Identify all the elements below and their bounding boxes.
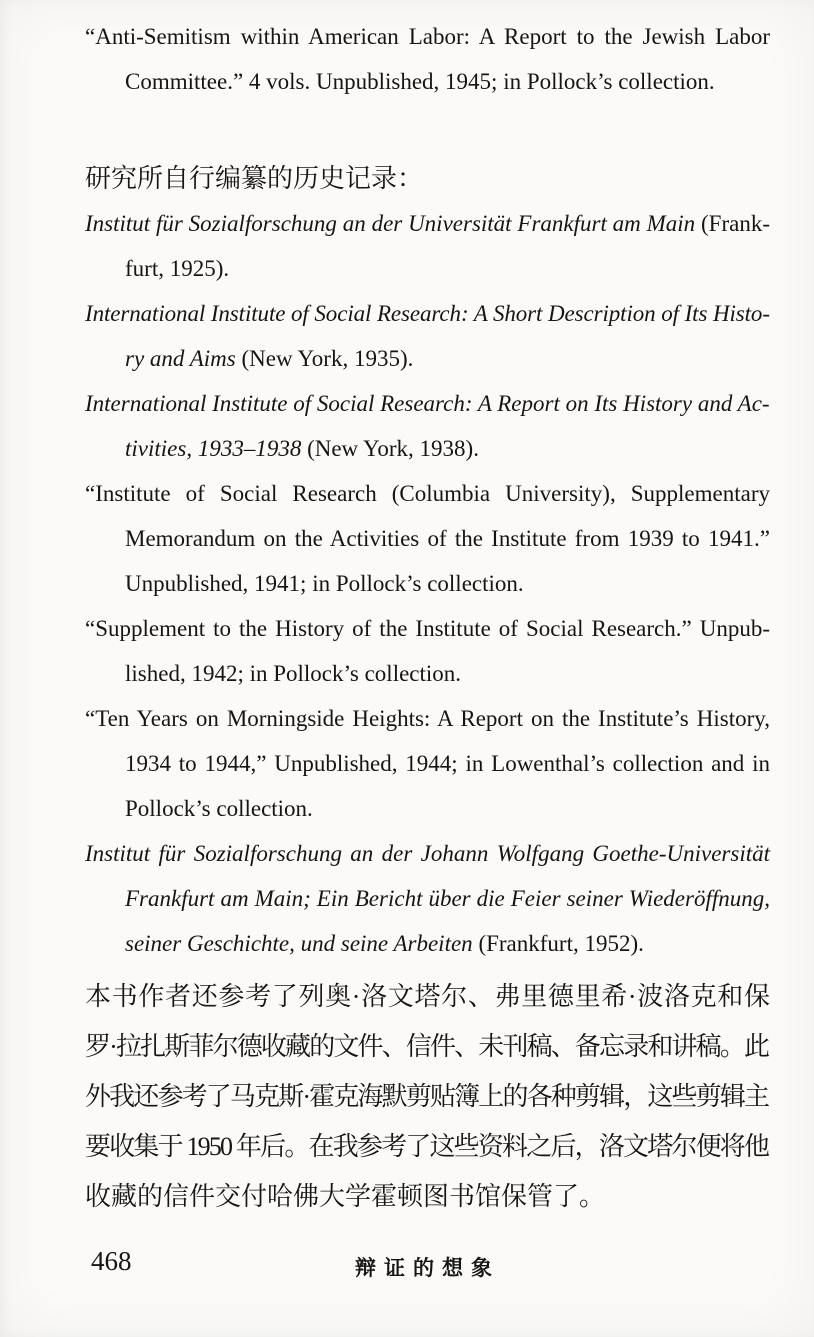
entry-line: Unpublished, 1941; in Pollock’s collection. [125, 571, 524, 596]
entry-line: “Supplement to the History of the Institute of Social Research.” Unpub- [85, 616, 770, 641]
entry-line: 1934 to 1944,” Unpublished, 1944; in Lowenthal’s collection and in [125, 751, 770, 776]
bibliography-entry [85, 14, 770, 104]
entry-line: furt, 1925). [125, 256, 230, 281]
entry-line: Memorandum on the Activities of the Institute from 1939 to 1941.” [125, 526, 770, 551]
paragraph-line: 要收集于 1950 年后。在我参考了这些资料之后，洛文塔尔便将他 [85, 1132, 769, 1161]
entry-line: International Institute of Social Research: A Report on Its History and Ac- [85, 391, 770, 416]
running-title: 辩证的想象 [355, 1256, 500, 1280]
bibliography-list [85, 201, 770, 966]
entry-line: International Institute of Social Research: A Short Description of Its Histo- [85, 301, 770, 326]
entry-line: seiner Geschichte, und seine Arbeiten (Frankfurt, 1952). [125, 931, 644, 956]
entry-line: tivities, 1933–1938 (New York, 1938). [125, 436, 479, 461]
entry-line: “Institute of Social Research (Columbia University), Supplementary [85, 481, 770, 506]
bibliography-entry [85, 606, 770, 696]
entry-line: Institut für Sozialforschung an der Universität Frankfurt am Main (Frank- [85, 211, 770, 236]
entry-line: Pollock’s collection. [125, 796, 313, 821]
entry-line: Institut für Sozialforschung an der Johann Wolfgang Goethe-Universität [85, 841, 770, 866]
bibliography-entry [85, 471, 770, 606]
paragraph-line: 收藏的信件交付哈佛大学霍顿图书馆保管了。 [85, 1182, 606, 1211]
paragraph-line: 外我还参考了马克斯·霍克海默剪贴簿上的各种剪辑，这些剪辑主 [85, 1082, 769, 1111]
bibliography-top [85, 14, 770, 104]
bibliography-entry [85, 291, 770, 381]
bibliography-entry [85, 381, 770, 471]
entry-line: “Ten Years on Morningside Heights: A Report on the Institute’s History, [85, 706, 770, 731]
bibliography-entry [85, 831, 770, 966]
bibliography-entry [85, 201, 770, 291]
entry-line: lished, 1942; in Pollock’s collection. [125, 661, 462, 686]
entry-line: Committee.” 4 vols. Unpublished, 1945; in Pollock’s collection. [125, 69, 715, 94]
bibliography-entry [85, 696, 770, 831]
page-content [85, 0, 770, 1222]
closing-paragraph [85, 972, 770, 1222]
page-number: 468 [91, 1246, 132, 1276]
entry-line: ry and Aims (New York, 1935). [125, 346, 414, 371]
entry-line: “Anti-Semitism within American Labor: A Report to the Jewish Labor [85, 24, 770, 49]
entry-line: Frankfurt am Main; Ein Bericht über die Feier seiner Wiederöffnung, [125, 886, 770, 911]
section-heading: 研究所自行编纂的历史记录： [85, 164, 424, 193]
page-footer [85, 1240, 770, 1290]
paragraph-line: 罗·拉扎斯菲尔德收藏的文件、信件、未刊稿、备忘录和讲稿。此 [85, 1032, 769, 1061]
paragraph-line: 本书作者还参考了列奥·洛文塔尔、弗里德里希·波洛克和保 [85, 982, 771, 1011]
